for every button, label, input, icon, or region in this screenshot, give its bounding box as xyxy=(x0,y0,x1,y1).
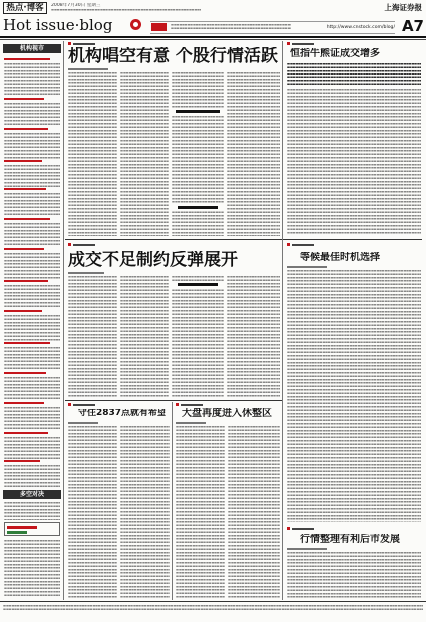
article-subhead xyxy=(172,281,224,288)
sidebar-item-text xyxy=(4,63,60,95)
sidebar-item-text xyxy=(4,193,60,217)
article-subhead xyxy=(172,204,224,211)
footer-disclaimer-text xyxy=(3,605,423,611)
sidebar-item-text xyxy=(4,315,60,341)
headline-middle-right: 等候最佳时机选择 xyxy=(300,252,380,263)
sidebar-item-heading xyxy=(4,460,40,462)
section-label xyxy=(68,243,98,247)
article-body-text xyxy=(228,426,280,598)
paper-name: 上海证券报 xyxy=(384,3,422,12)
byline xyxy=(287,548,327,550)
section-label xyxy=(287,42,317,46)
sidebar-item-heading xyxy=(4,310,42,312)
article-body-text xyxy=(68,426,117,598)
sidebar-item-text xyxy=(4,347,60,371)
headline-middle-main: 成交不足制约反弹展开 xyxy=(68,251,238,270)
sidebar-item-heading xyxy=(4,160,42,162)
blog-url: http://www.cnstock.com/blog/ xyxy=(326,25,395,30)
sidebar-item-heading xyxy=(4,188,46,190)
sidebar-bottom-text xyxy=(4,540,60,598)
sidebar-item-heading xyxy=(4,432,48,434)
column-divider xyxy=(172,402,173,600)
byline xyxy=(68,422,98,424)
sidebar-item-text xyxy=(4,285,60,309)
sidebar-item-heading xyxy=(4,342,50,344)
section-rule xyxy=(65,239,422,240)
blog-logo-icon xyxy=(130,19,141,30)
article-body-text xyxy=(68,276,117,398)
sidebar-item-heading xyxy=(4,372,46,374)
article-lead-text xyxy=(287,63,421,87)
section-tag: 热点·博客 xyxy=(3,2,47,14)
article-body-text xyxy=(172,276,224,398)
article-body-text xyxy=(287,270,421,522)
sidebar-item-text xyxy=(4,253,60,279)
headline-top-right: 恒指牛熊证成交增多 xyxy=(290,48,380,59)
section-label xyxy=(176,403,206,407)
sidebar-item-text xyxy=(4,377,60,401)
sidebar-item-text xyxy=(4,165,60,187)
article-subhead xyxy=(172,108,224,115)
sidebar-item-heading xyxy=(4,280,48,282)
sidebar-item-text xyxy=(4,465,60,487)
headline-bottom-center: 大盘再度进入休整区 xyxy=(182,408,272,419)
section-label xyxy=(287,527,317,531)
section-label xyxy=(287,243,317,247)
footer-rule xyxy=(0,601,426,602)
article-body-text xyxy=(120,72,169,236)
poll-result-box xyxy=(4,522,60,536)
sidebar-divider xyxy=(63,41,64,600)
sidebar-item-text xyxy=(4,133,60,159)
sidebar-item-heading xyxy=(4,402,44,404)
sidebar-item-heading xyxy=(4,58,50,60)
headline-bottom-right: 行情整理有利后市发展 xyxy=(300,534,400,545)
page-number: A7 xyxy=(401,18,424,35)
article-body-text xyxy=(120,276,169,398)
channel-strip-text xyxy=(171,24,291,30)
article-body-text xyxy=(176,426,225,598)
byline xyxy=(68,272,104,274)
section-rule xyxy=(65,400,282,401)
headline-bottom-left: 守住2837点就有希望 xyxy=(78,409,167,418)
issue-date: 2008年7月30日 星期三 xyxy=(51,3,101,8)
sidebar-item-heading xyxy=(4,248,44,250)
byline xyxy=(68,68,108,70)
sidebar-item-text xyxy=(4,407,60,431)
article-body-text xyxy=(227,276,280,398)
sidebar-item-text xyxy=(4,223,60,247)
right-column-divider xyxy=(282,41,283,600)
article-body-text xyxy=(172,72,224,236)
section-label xyxy=(68,403,98,407)
sidebar-item-text xyxy=(4,103,60,127)
article-body-text xyxy=(287,89,421,235)
headline-top-main: 机构唱空有意 个股行情活跃 xyxy=(68,47,278,66)
poll-bear-bar xyxy=(7,531,27,534)
sidebar-title: 机构视市 xyxy=(3,44,61,53)
sidebar-item-heading xyxy=(4,98,44,100)
article-body-text xyxy=(287,552,421,598)
channel-logo-icon xyxy=(151,23,167,31)
sidebar-item-heading xyxy=(4,218,50,220)
editor-info-text xyxy=(51,9,201,11)
poll-bull-bar xyxy=(7,526,37,529)
article-body-text xyxy=(120,426,170,598)
masthead-title: Hot issue·blog xyxy=(3,16,113,34)
channel-strip xyxy=(150,21,395,34)
poll-box-title: 多空对决 xyxy=(3,490,61,499)
byline xyxy=(176,422,206,424)
article-body-text xyxy=(68,72,117,236)
byline xyxy=(287,266,327,268)
sidebar-item-heading xyxy=(4,128,48,130)
poll-box-text xyxy=(4,502,60,520)
article-body-text xyxy=(227,72,280,236)
sidebar-item-text xyxy=(4,437,60,459)
section-label xyxy=(68,42,98,46)
